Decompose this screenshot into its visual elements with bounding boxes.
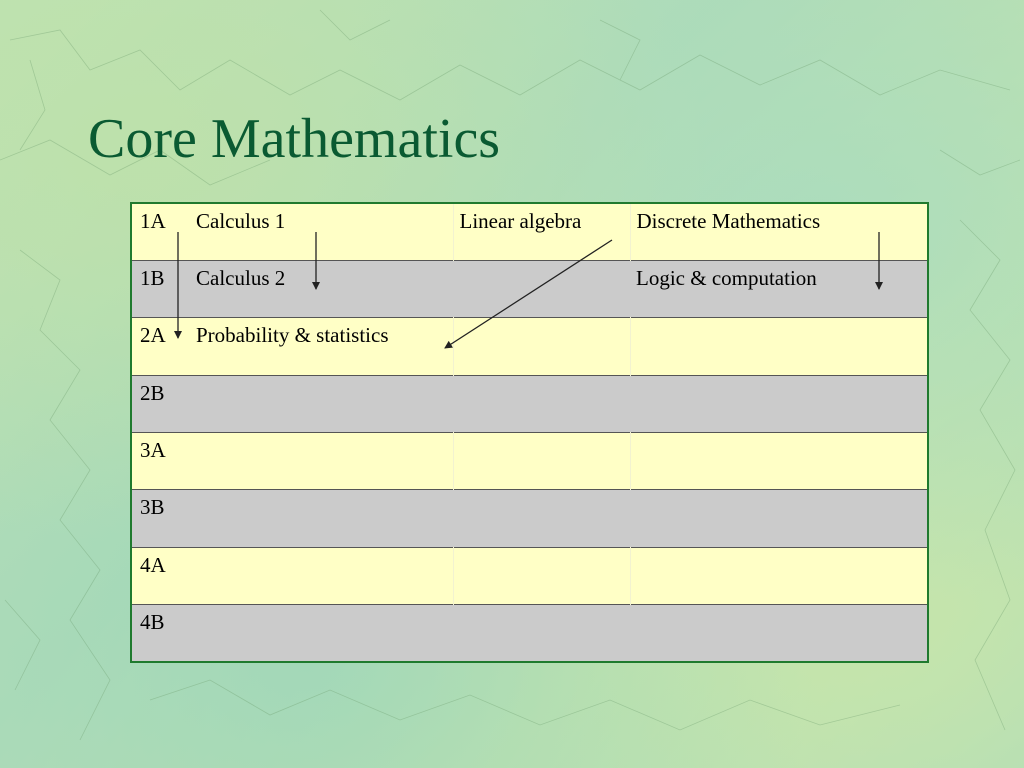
term-cell: 1B (131, 260, 190, 317)
table-row (131, 490, 928, 547)
course-cell (630, 318, 928, 375)
course-schedule-table (130, 202, 929, 663)
term-cell: 4B (131, 605, 190, 662)
term-cell: 3A (131, 433, 190, 490)
term-cell: 4A (131, 547, 190, 604)
course-cell (630, 490, 928, 547)
course-cell (453, 260, 630, 317)
course-cell (453, 547, 630, 604)
course-cell (190, 490, 453, 547)
course-cell (190, 547, 453, 604)
course-cell (630, 375, 928, 432)
table-row (131, 433, 928, 490)
course-cell (190, 605, 453, 662)
course-cell: Logic & computation (630, 260, 928, 317)
table-row (131, 203, 928, 260)
course-cell (630, 433, 928, 490)
course-cell (453, 375, 630, 432)
course-cell: Probability & statistics (190, 318, 453, 375)
course-cell (190, 375, 453, 432)
course-cell (453, 605, 630, 662)
course-cell (453, 318, 630, 375)
course-cell: Calculus 1 (190, 203, 453, 260)
table-row (131, 375, 928, 432)
table-row (131, 318, 928, 375)
slide-title: Core Mathematics (88, 108, 501, 170)
table-row (131, 547, 928, 604)
term-cell: 1A (131, 203, 190, 260)
course-cell: Calculus 2 (190, 260, 453, 317)
table-row (131, 260, 928, 317)
course-cell (190, 433, 453, 490)
term-cell: 2B (131, 375, 190, 432)
course-cell (453, 490, 630, 547)
course-cell (630, 547, 928, 604)
course-cell (453, 433, 630, 490)
course-cell: Discrete Mathematics (630, 203, 928, 260)
term-cell: 2A (131, 318, 190, 375)
course-cell: Linear algebra (453, 203, 630, 260)
table-row (131, 605, 928, 662)
course-cell (630, 605, 928, 662)
term-cell: 3B (131, 490, 190, 547)
